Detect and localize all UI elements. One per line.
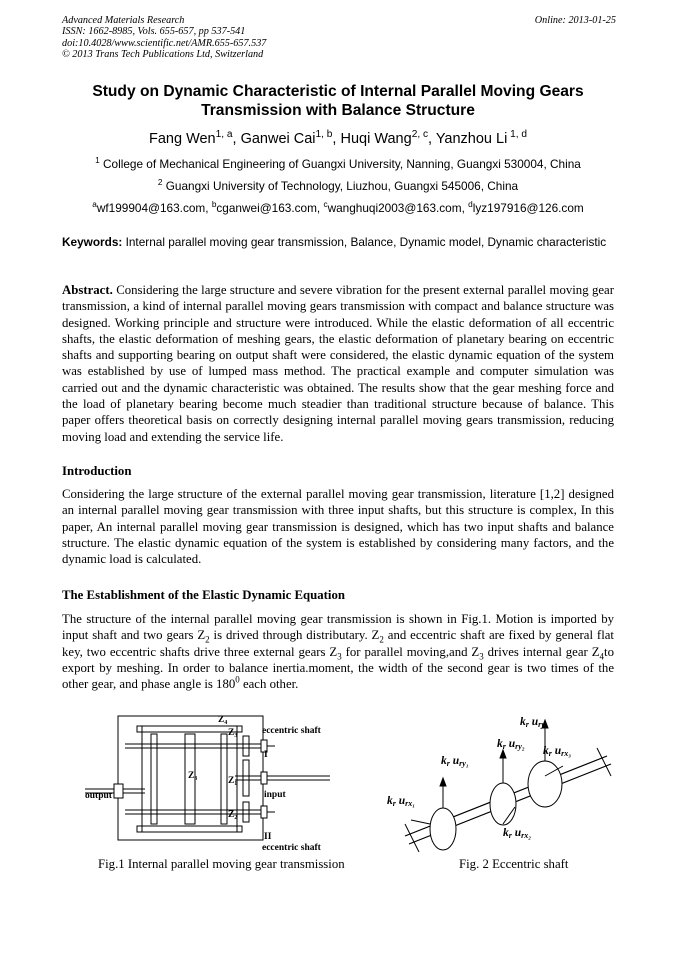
text-run: to export by meshing. In order to balance inertia.moment, the width of the second gear is two times of the other gear, and phase angle is 180 xyxy=(62,644,614,692)
label-sub-rx2: rx₂ xyxy=(521,831,532,840)
email-address: wanghuqi2003@163.com, xyxy=(327,201,469,215)
label-k-ury3 xyxy=(520,716,548,729)
label-u: u xyxy=(514,827,522,839)
label-k-sub-r: r xyxy=(508,831,512,840)
label-k: k xyxy=(497,738,503,750)
abstract-block xyxy=(62,282,614,445)
text-run: and eccentric shaft are fixed by general flat key, two eccentric shafts drive three external gears Z xyxy=(62,628,614,659)
author-affil-sup: 2, c xyxy=(411,129,429,141)
keywords-label: Keywords: xyxy=(62,235,123,249)
section-paragraph xyxy=(62,611,614,692)
label-u: u xyxy=(398,795,406,807)
journal-doi: doi:10.4028/www.scientific.net/AMR.655-657.537 xyxy=(62,37,267,49)
label-z3-top: Z₃ xyxy=(228,728,238,738)
subscript: 2 xyxy=(379,634,384,645)
label-k-sub-r: r xyxy=(392,799,396,808)
journal-name: Advanced Materials Research xyxy=(62,15,185,26)
label-eccentric-shaft-bottom: eccentric shaft xyxy=(262,843,321,852)
subscript: 3 xyxy=(337,651,342,662)
introduction-heading: Introduction xyxy=(62,464,132,478)
title-line-1: Study on Dynamic Characteristic of Internal Parallel Moving Gears xyxy=(92,83,584,100)
figure-2-caption: Fig. 2 Eccentric shaft xyxy=(459,857,569,871)
affiliation-sup: 1 xyxy=(95,156,100,166)
author-separator: , xyxy=(232,131,241,147)
label-u: u xyxy=(452,755,460,767)
label-k-sub-r: r xyxy=(548,749,552,758)
author-name: Huqi Wang xyxy=(340,131,412,147)
affiliation-text: College of Mechanical Engineering of Guangxi University, Nanning, Guangxi 530004, China xyxy=(99,157,581,171)
label-u: u xyxy=(554,745,562,757)
figure-1-caption: Fig.1 Internal parallel moving gear transmission xyxy=(98,857,345,871)
label-output: output xyxy=(85,791,112,801)
label-u: u xyxy=(531,716,539,728)
label-sub-ry3: ry₃ xyxy=(538,720,548,729)
author-affil-sup: 1, d xyxy=(507,129,527,141)
text-run: each other. xyxy=(239,677,299,692)
label-k: k xyxy=(520,716,526,728)
label-k-urx2 xyxy=(503,827,531,840)
email-address: wf199904@163.com, xyxy=(96,201,212,215)
label-sub-rx3: rx₃ xyxy=(561,749,572,758)
label-z3-mid: Z₃ xyxy=(188,771,198,781)
text-run: The structure of the internal parallel moving gear transmission is shown in Fig.1. Motion is imported by input shaft and two gears Z xyxy=(62,612,614,643)
keywords-block xyxy=(62,235,614,251)
journal-header xyxy=(62,15,266,60)
label-sub-rx1: rx₁ xyxy=(405,799,416,808)
affiliation-2 xyxy=(62,179,614,193)
email-sup: c xyxy=(323,200,328,210)
abstract-label: Abstract. xyxy=(62,283,113,297)
text-run: is drived through distributary. Z xyxy=(209,628,380,643)
online-date: Online: 2013-01-25 xyxy=(534,15,616,26)
affiliation-text: Guangxi University of Technology, Liuzhou, Guangxi 545006, China xyxy=(162,179,519,193)
label-sub-ry1: ry₁ xyxy=(459,759,469,768)
label-roman-1: I xyxy=(264,750,268,760)
author-name: Fang Wen xyxy=(148,131,216,147)
author-name: Ganwei Cai xyxy=(240,131,316,147)
figure-1-diagram xyxy=(85,712,330,852)
title-line-2: Transmission with Balance Structure xyxy=(201,102,475,119)
affiliation-sup: 2 xyxy=(157,178,163,188)
figure-2-diagram xyxy=(385,712,615,852)
superscript: 0 xyxy=(235,674,240,685)
keywords-text: Internal parallel moving gear transmission, Balance, Dynamic model, Dynamic characteristic xyxy=(122,235,607,249)
label-input: input xyxy=(264,790,286,800)
author-name: Yanzhou Li xyxy=(435,131,508,147)
label-roman-2: II xyxy=(264,832,272,842)
label-k-sub-r: r xyxy=(502,742,506,751)
subscript: 4 xyxy=(599,651,605,662)
label-k-urx1 xyxy=(387,795,415,808)
abstract-text: Considering the large structure and severe vibration for the present external parallel moving gear transmission, a kind of internal parallel moving gears transmission with compact and balance structure was designed. Working principle and structure were introduced. While the elastic deformation of all eccentric shafts, the elastic deformation of meshing gears, the elastic deformation of planetary bearing on eccentric shafts and supporting bearing on output shaft were considered, the elastic dynamic equation of the system was established by use of lumped mass method. The practical example and computer simulation was carried out and the dynamic characteristic was obtained. The results show that the gear meshing force and the load of planetary bearing become much steadier than traditional structure because of balance. This paper offers theoretical basis on correctly designing internal parallel moving gears transmission, reducing moving load and extending the service life. xyxy=(62,283,614,444)
label-k-sub-r: r xyxy=(525,720,529,729)
text-run: for parallel moving,and Z xyxy=(341,644,480,659)
section-heading: The Establishment of the Elastic Dynamic Equation xyxy=(62,588,345,602)
email-list xyxy=(62,201,614,215)
label-k: k xyxy=(503,827,509,839)
email-sup: a xyxy=(92,200,97,210)
email-address: cganwei@163.com, xyxy=(216,201,324,215)
label-k-urx3 xyxy=(543,745,571,758)
label-sub-ry2: ry₂ xyxy=(515,742,525,751)
subscript: 3 xyxy=(479,651,484,662)
label-u: u xyxy=(508,738,516,750)
label-k: k xyxy=(441,755,447,767)
affiliation-1 xyxy=(62,157,614,171)
text-run: drives internal gear Z xyxy=(483,644,600,659)
email-sup: d xyxy=(468,200,473,210)
label-k-sub-r: r xyxy=(446,759,450,768)
author-separator: , xyxy=(332,131,341,147)
introduction-text: Considering the large structure of the external parallel moving gear transmission, literature [1,2] designed an internal parallel moving gear transmission with three input shafts, but this structure is complex, In this paper, An internal parallel moving gear transmission is designed, which has two input shafts and balance structure. The elastic dynamic equation of the system is established by considering many factors, and the dynamic load is calculated. xyxy=(62,487,614,567)
label-z2: Z₂ xyxy=(228,810,238,820)
email-sup: b xyxy=(211,200,217,210)
author-affil-sup: 1, a xyxy=(215,129,233,141)
author-list xyxy=(62,131,614,147)
label-k: k xyxy=(543,745,549,757)
subscript: 2 xyxy=(205,634,210,645)
label-z4: Z₄ xyxy=(218,715,228,725)
label-k: k xyxy=(387,795,393,807)
journal-issn: ISSN: 1662-8985, Vols. 655-657, pp 537-541 xyxy=(62,26,246,38)
label-eccentric-shaft-top: eccentric shaft xyxy=(262,726,321,736)
label-k-ury2 xyxy=(497,738,525,751)
author-separator: , xyxy=(428,131,436,147)
email-address: lyz197916@126.com xyxy=(472,201,584,215)
label-z1: Z₁ xyxy=(228,776,238,786)
author-affil-sup: 1, b xyxy=(315,129,333,141)
paper-title xyxy=(62,82,614,120)
label-k-ury1 xyxy=(441,755,469,768)
journal-copyright: © 2013 Trans Tech Publications Ltd, Switzerland xyxy=(62,48,264,60)
